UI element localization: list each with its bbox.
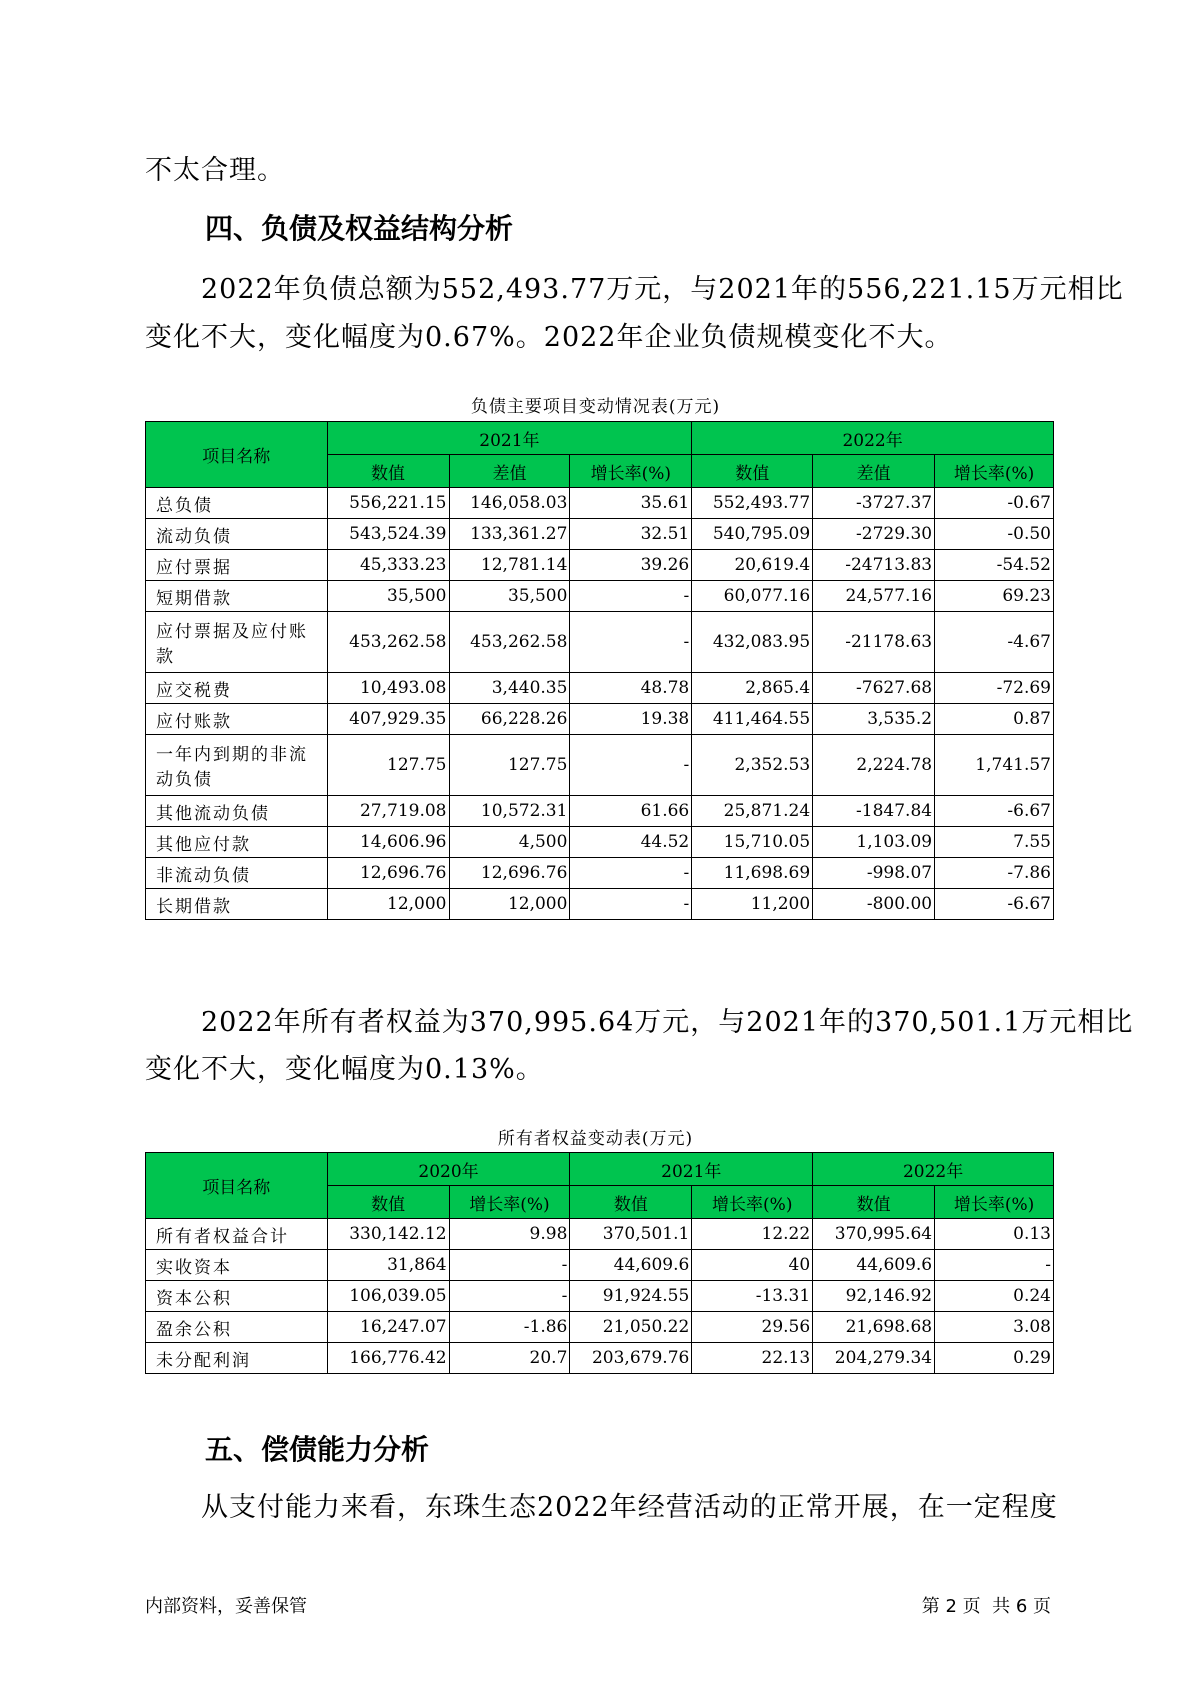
table-row xyxy=(146,858,1054,889)
cell-v1: 407,929.35 xyxy=(327,704,449,735)
cell-v2: 20,619.4 xyxy=(692,550,813,581)
header-diff: 差值 xyxy=(449,455,570,488)
row-label: 盈余公积 xyxy=(146,1312,328,1343)
row-label: 长期借款 xyxy=(146,889,328,920)
footer-confidential: 内部资料，妥善保管 xyxy=(145,1596,307,1617)
cell-d2: -24713.83 xyxy=(813,550,935,581)
cell-r1: 32.51 xyxy=(570,519,692,550)
cell-v2: 11,200 xyxy=(692,889,813,920)
row-label: 实收资本 xyxy=(146,1250,328,1281)
header-diff: 差值 xyxy=(813,455,935,488)
table-row xyxy=(146,796,1054,827)
cell-r1: 35.61 xyxy=(570,488,692,519)
row-label: 短期借款 xyxy=(146,581,328,612)
cell-v2: 15,710.05 xyxy=(692,827,813,858)
row-label: 资本公积 xyxy=(146,1281,328,1312)
cell-r2: -6.67 xyxy=(935,889,1054,920)
cell-v1: 127.75 xyxy=(327,735,449,796)
cell-d1: 133,361.27 xyxy=(449,519,570,550)
table-row xyxy=(146,612,1054,673)
table-row xyxy=(146,1250,1054,1281)
cell-d1: 10,572.31 xyxy=(449,796,570,827)
cell-d2: -800.00 xyxy=(813,889,935,920)
cell-d2: 3,535.2 xyxy=(813,704,935,735)
cell-v1: 14,606.96 xyxy=(327,827,449,858)
paragraph-line: 2022年所有者权益为370,995.64万元，与2021年的370,501.1万元相比 xyxy=(201,1007,1134,1038)
cell-v3: 44,609.6 xyxy=(813,1250,935,1281)
paragraph-line: 2022年负债总额为552,493.77万元，与2021年的556,221.15万元相比 xyxy=(201,274,1124,305)
row-label: 所有者权益合计 xyxy=(146,1219,328,1250)
section-heading-5: 五、偿债能力分析 xyxy=(205,1433,430,1466)
table1-caption: 负债主要项目变动情况表(万元) xyxy=(470,397,721,417)
cell-d2: -7627.68 xyxy=(813,673,935,704)
cell-r1: 48.78 xyxy=(570,673,692,704)
cell-d1: 12,696.76 xyxy=(449,858,570,889)
header-item-name: 项目名称 xyxy=(146,1153,328,1219)
header-year: 2022年 xyxy=(813,1153,1054,1186)
cell-r2: 12.22 xyxy=(692,1219,813,1250)
header-rate: 增长率(%) xyxy=(692,1186,813,1219)
cell-d2: -1847.84 xyxy=(813,796,935,827)
cell-d2: -998.07 xyxy=(813,858,935,889)
cell-r3: 3.08 xyxy=(935,1312,1054,1343)
cell-d2: 24,577.16 xyxy=(813,581,935,612)
cell-r1: - xyxy=(570,735,692,796)
cell-d2: -21178.63 xyxy=(813,612,935,673)
cell-v2: 552,493.77 xyxy=(692,488,813,519)
cell-r2: -7.86 xyxy=(935,858,1054,889)
cell-d1: 35,500 xyxy=(449,581,570,612)
cell-r2: 1,741.57 xyxy=(935,735,1054,796)
table-row xyxy=(146,735,1054,796)
cell-d1: 12,000 xyxy=(449,889,570,920)
row-label: 应交税费 xyxy=(146,673,328,704)
table-row xyxy=(146,1343,1054,1374)
row-label: 其他流动负债 xyxy=(146,796,328,827)
header-value: 数值 xyxy=(327,1186,449,1219)
cell-r2: -0.67 xyxy=(935,488,1054,519)
cell-v1: 12,696.76 xyxy=(327,858,449,889)
cell-v2: 203,679.76 xyxy=(570,1343,692,1374)
cell-r2: -13.31 xyxy=(692,1281,813,1312)
cell-v2: 91,924.55 xyxy=(570,1281,692,1312)
cell-v1: 556,221.15 xyxy=(327,488,449,519)
cell-r1: - xyxy=(449,1281,570,1312)
cell-v3: 92,146.92 xyxy=(813,1281,935,1312)
row-label: 应付票据及应付账款 xyxy=(146,612,328,673)
header-year: 2022年 xyxy=(692,422,1054,455)
row-label: 流动负债 xyxy=(146,519,328,550)
paragraph-line: 变化不大，变化幅度为0.13%。 xyxy=(145,1054,544,1085)
cell-v3: 370,995.64 xyxy=(813,1219,935,1250)
cell-v2: 2,865.4 xyxy=(692,673,813,704)
cell-v1: 35,500 xyxy=(327,581,449,612)
cell-r1: 61.66 xyxy=(570,796,692,827)
cell-v1: 12,000 xyxy=(327,889,449,920)
cell-d2: -2729.30 xyxy=(813,519,935,550)
cell-v1: 10,493.08 xyxy=(327,673,449,704)
header-year: 2020年 xyxy=(327,1153,570,1186)
cell-r2: 40 xyxy=(692,1250,813,1281)
cell-d1: 146,058.03 xyxy=(449,488,570,519)
cell-v1: 16,247.07 xyxy=(327,1312,449,1343)
cell-r3: 0.13 xyxy=(935,1219,1054,1250)
cell-r2: 22.13 xyxy=(692,1343,813,1374)
table-row xyxy=(146,704,1054,735)
cell-d2: 1,103.09 xyxy=(813,827,935,858)
paragraph-line: 从支付能力来看，东珠生态2022年经营活动的正常开展，在一定程度 xyxy=(201,1492,1058,1523)
cell-r2: 0.87 xyxy=(935,704,1054,735)
header-rate: 增长率(%) xyxy=(935,455,1054,488)
cell-v2: 540,795.09 xyxy=(692,519,813,550)
cell-r1: - xyxy=(570,612,692,673)
section-heading-4: 四、负债及权益结构分析 xyxy=(205,212,514,245)
table-row xyxy=(146,550,1054,581)
row-label: 未分配利润 xyxy=(146,1343,328,1374)
cell-r1: -1.86 xyxy=(449,1312,570,1343)
cell-v2: 25,871.24 xyxy=(692,796,813,827)
cell-r1: 9.98 xyxy=(449,1219,570,1250)
row-label: 一年内到期的非流动负债 xyxy=(146,735,328,796)
cell-r1: - xyxy=(570,581,692,612)
cell-d2: -3727.37 xyxy=(813,488,935,519)
table-row xyxy=(146,827,1054,858)
row-label: 应付账款 xyxy=(146,704,328,735)
row-label: 非流动负债 xyxy=(146,858,328,889)
table-row xyxy=(146,1312,1054,1343)
cell-d2: 2,224.78 xyxy=(813,735,935,796)
cell-v3: 21,698.68 xyxy=(813,1312,935,1343)
cell-d1: 3,440.35 xyxy=(449,673,570,704)
cell-r1: 20.7 xyxy=(449,1343,570,1374)
cell-v2: 21,050.22 xyxy=(570,1312,692,1343)
table-row xyxy=(146,673,1054,704)
cell-r2: 7.55 xyxy=(935,827,1054,858)
cell-v2: 2,352.53 xyxy=(692,735,813,796)
table-row xyxy=(146,519,1054,550)
liabilities-table xyxy=(145,421,1054,920)
cell-v1: 453,262.58 xyxy=(327,612,449,673)
cell-v2: 11,698.69 xyxy=(692,858,813,889)
cell-d1: 127.75 xyxy=(449,735,570,796)
cell-v1: 543,524.39 xyxy=(327,519,449,550)
cell-r2: -54.52 xyxy=(935,550,1054,581)
cell-r1: - xyxy=(570,858,692,889)
cell-r2: -6.67 xyxy=(935,796,1054,827)
cell-r2: 69.23 xyxy=(935,581,1054,612)
cell-v2: 370,501.1 xyxy=(570,1219,692,1250)
cell-d1: 453,262.58 xyxy=(449,612,570,673)
cell-r2: -4.67 xyxy=(935,612,1054,673)
cell-r3: 0.29 xyxy=(935,1343,1054,1374)
cell-v2: 411,464.55 xyxy=(692,704,813,735)
cell-r1: 44.52 xyxy=(570,827,692,858)
cell-r2: 29.56 xyxy=(692,1312,813,1343)
table-row xyxy=(146,1219,1054,1250)
row-label: 应付票据 xyxy=(146,550,328,581)
table-row xyxy=(146,488,1054,519)
cell-r3: - xyxy=(935,1250,1054,1281)
cell-r1: 39.26 xyxy=(570,550,692,581)
header-rate: 增长率(%) xyxy=(570,455,692,488)
cell-v3: 204,279.34 xyxy=(813,1343,935,1374)
continued-text: 不太合理。 xyxy=(145,155,285,186)
cell-v1: 106,039.05 xyxy=(327,1281,449,1312)
footer-page-number: 第 2 页 共 6 页 xyxy=(921,1596,1051,1617)
cell-r1: 19.38 xyxy=(570,704,692,735)
cell-v1: 166,776.42 xyxy=(327,1343,449,1374)
cell-d1: 4,500 xyxy=(449,827,570,858)
table-row xyxy=(146,1281,1054,1312)
cell-v2: 432,083.95 xyxy=(692,612,813,673)
header-rate: 增长率(%) xyxy=(935,1186,1054,1219)
cell-r3: 0.24 xyxy=(935,1281,1054,1312)
paragraph-line: 变化不大，变化幅度为0.67%。2022年企业负债规模变化不大。 xyxy=(145,322,953,353)
header-item-name: 项目名称 xyxy=(146,422,328,488)
cell-d1: 12,781.14 xyxy=(449,550,570,581)
row-label: 总负债 xyxy=(146,488,328,519)
header-value: 数值 xyxy=(813,1186,935,1219)
header-rate: 增长率(%) xyxy=(449,1186,570,1219)
table-row xyxy=(146,581,1054,612)
cell-v1: 27,719.08 xyxy=(327,796,449,827)
equity-table xyxy=(145,1152,1054,1374)
cell-v1: 45,333.23 xyxy=(327,550,449,581)
header-value: 数值 xyxy=(327,455,449,488)
cell-r2: -0.50 xyxy=(935,519,1054,550)
cell-v1: 330,142.12 xyxy=(327,1219,449,1250)
header-value: 数值 xyxy=(692,455,813,488)
table2-caption: 所有者权益变动表(万元) xyxy=(497,1129,694,1149)
header-value: 数值 xyxy=(570,1186,692,1219)
header-year: 2021年 xyxy=(327,422,692,455)
cell-r2: -72.69 xyxy=(935,673,1054,704)
cell-v2: 44,609.6 xyxy=(570,1250,692,1281)
table-row xyxy=(146,889,1054,920)
cell-r1: - xyxy=(570,889,692,920)
cell-r1: - xyxy=(449,1250,570,1281)
cell-v2: 60,077.16 xyxy=(692,581,813,612)
row-label: 其他应付款 xyxy=(146,827,328,858)
cell-d1: 66,228.26 xyxy=(449,704,570,735)
header-year: 2021年 xyxy=(570,1153,813,1186)
cell-v1: 31,864 xyxy=(327,1250,449,1281)
